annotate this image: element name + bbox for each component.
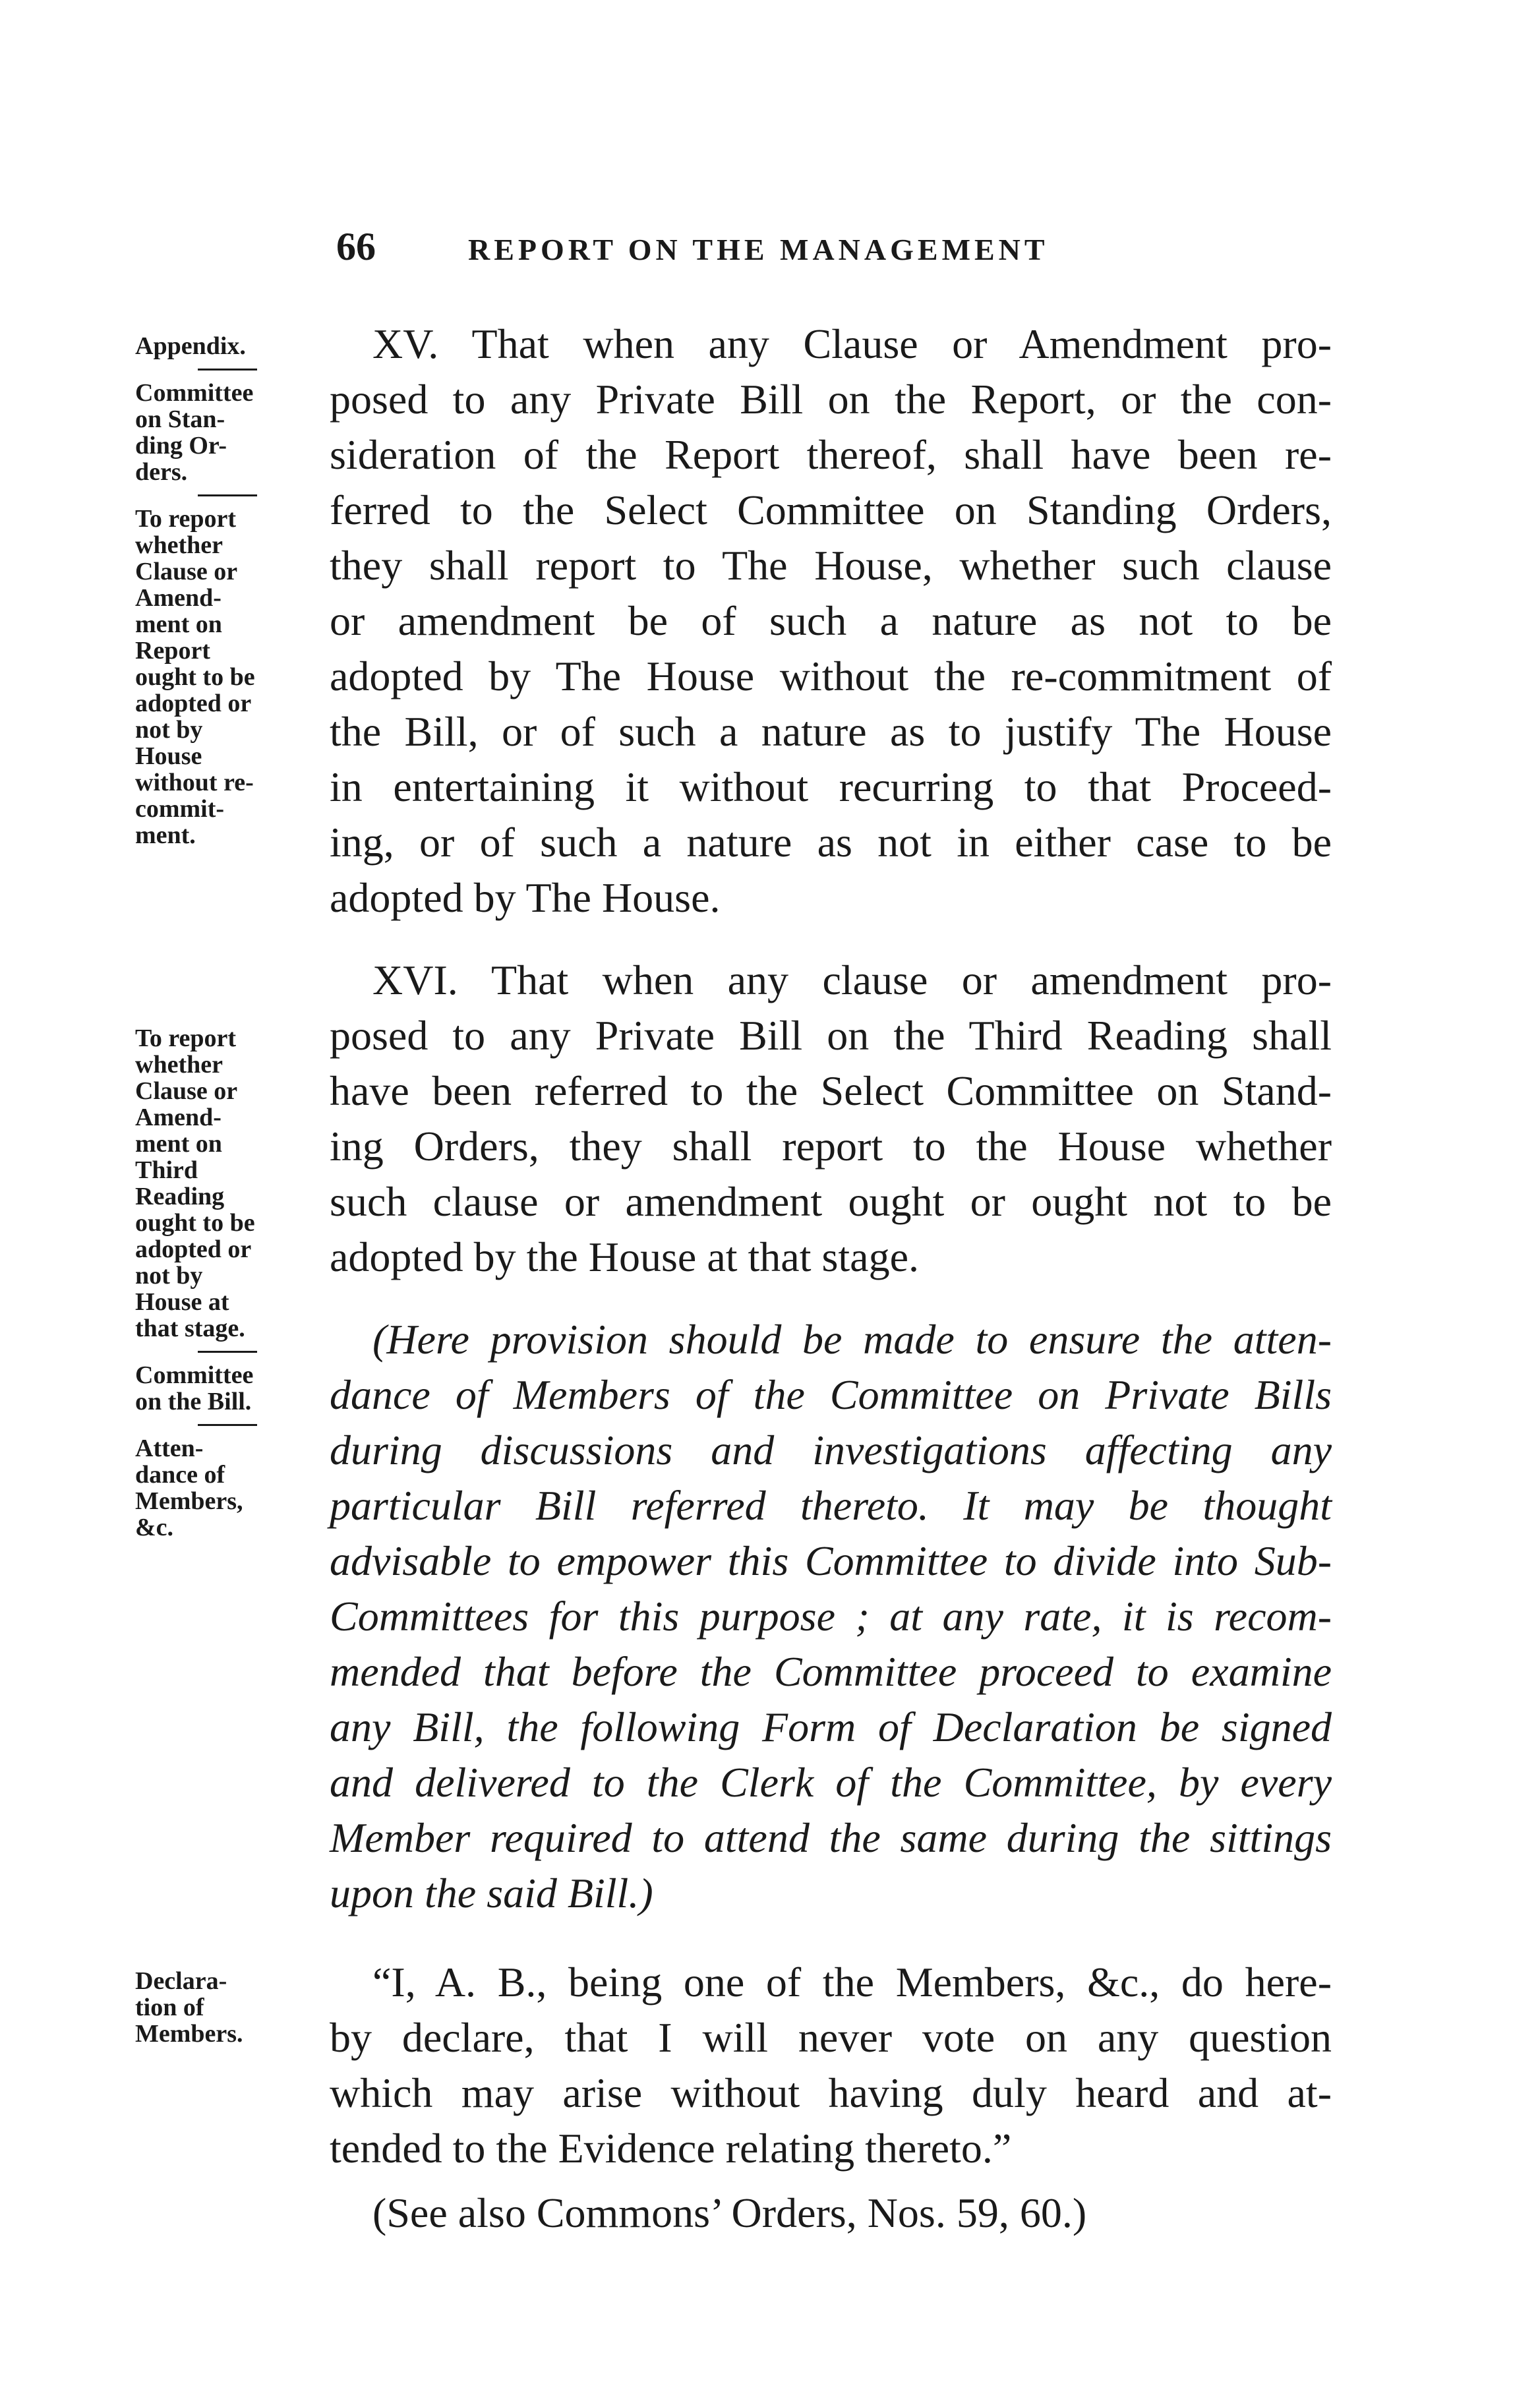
sidenote-line: &c. — [135, 1514, 174, 1541]
text-line: (See also Commons’ Orders, Nos. 59, 60.) — [372, 2189, 1087, 2236]
sidenote-divider — [198, 1424, 257, 1426]
text-line: such clause or amendment ought or ought not to be — [330, 1178, 1332, 1225]
text-line: sideration of the Report thereof, shall have been re- — [330, 431, 1332, 478]
sidenote-line: Committee — [135, 1361, 254, 1389]
sidenote-line: Reading — [135, 1183, 225, 1210]
text-line: mended that before the Committee proceed to examine — [330, 1648, 1332, 1695]
text-line: ing, or of such a nature as not in either case to be — [330, 819, 1332, 866]
sidenote-line: Members, — [135, 1487, 243, 1515]
sidenote-divider — [198, 494, 257, 496]
text-line: Committees for this purpose ; at any rate, it is recom- — [330, 1593, 1332, 1640]
sidenote-line: ought to be — [135, 1209, 255, 1237]
sidenote-line: Third — [135, 1156, 198, 1184]
text-line: and delivered to the Clerk of the Committee, by every — [330, 1759, 1332, 1806]
text-line: they shall report to The House, whether such clause — [330, 542, 1332, 589]
text-line: XV. That when any Clause or Amendment pro- — [372, 320, 1332, 367]
text-line: Member required to attend the same during the sittings — [330, 1814, 1332, 1861]
text-line: posed to any Private Bill on the Third Reading shall — [330, 1012, 1332, 1059]
text-line: upon the said Bill.) — [330, 1870, 653, 1916]
sidenote-line: Appendix. — [135, 332, 246, 360]
sidenote-line: not by — [135, 716, 203, 744]
text-line: in entertaining it without recurring to that Proceed- — [330, 763, 1332, 810]
sidenote-line: commit- — [135, 795, 225, 823]
sidenote-line: Amend- — [135, 1104, 222, 1131]
sidenote-line: Amend- — [135, 584, 222, 612]
page-number: 66 — [336, 225, 376, 268]
sidenote-line: House at — [135, 1288, 229, 1316]
sidenote-line: ment on — [135, 1130, 222, 1158]
sidenote-divider — [198, 369, 257, 371]
text-line: adopted by The House without the re-commitment of — [330, 653, 1332, 699]
sidenote-line: To report — [135, 505, 237, 533]
sidenote-to-report-third-reading — [135, 1025, 333, 1541]
text-line: during discussions and investigations affecting any — [330, 1427, 1332, 1473]
text-line: posed to any Private Bill on the Report, or the con- — [330, 376, 1332, 423]
sidenote-line: ders. — [135, 458, 188, 486]
declaration-paragraph — [330, 1955, 1332, 2176]
sidenote-line: ding Or- — [135, 432, 227, 460]
sidenote-line: Members. — [135, 2020, 243, 2048]
sidenote-line: ought to be — [135, 663, 255, 691]
sidenote-line: Clause or — [135, 558, 238, 585]
sidenote-line: whether — [135, 531, 223, 559]
text-line: XVI. That when any clause or amendment pro- — [372, 957, 1332, 1003]
sidenote-line: whether — [135, 1051, 223, 1079]
sidenote-line: Clause or — [135, 1077, 238, 1105]
text-line: particular Bill referred thereto. It may be thought — [330, 1482, 1332, 1529]
running-title: REPORT ON THE MANAGEMENT — [468, 233, 1049, 266]
sidenote-line: without re- — [135, 769, 254, 796]
sidenote-line: that stage. — [135, 1315, 245, 1342]
sidenote-line: Report — [135, 637, 210, 665]
text-line: or amendment be of such a nature as not to be — [330, 597, 1332, 644]
see-also-reference — [330, 2185, 1332, 2241]
text-line: (Here provision should be made to ensure the atten- — [372, 1316, 1332, 1363]
text-line: advisable to empower this Committee to divide into Sub- — [330, 1537, 1332, 1584]
paragraph-xvi — [330, 953, 1332, 1285]
text-line: adopted by the House at that stage. — [330, 1233, 919, 1280]
sidenote-line: dance of — [135, 1461, 225, 1489]
text-line: “I, A. B., being one of the Members, &c., do here- — [372, 1959, 1332, 2005]
sidenote-line: adopted or — [135, 1235, 252, 1263]
sidenote-line: House — [135, 742, 202, 770]
paragraph-xv — [330, 316, 1332, 926]
text-line: have been referred to the Select Committee on Stand- — [330, 1067, 1332, 1114]
text-line: any Bill, the following Form of Declaration be signed — [330, 1704, 1332, 1750]
sidenote-line: Committee — [135, 379, 254, 407]
sidenote-appendix — [135, 333, 333, 848]
sidenote-line: Atten- — [135, 1435, 204, 1462]
text-line: dance of Members of the Committee on Private Bills — [330, 1371, 1332, 1418]
sidenote-line: ment on — [135, 610, 222, 638]
sidenote-line: Declara- — [135, 1967, 227, 1995]
text-line: ing Orders, they shall report to the House whether — [330, 1123, 1332, 1170]
text-line: by declare, that I will never vote on any question — [330, 2014, 1332, 2061]
text-line: ferred to the Select Committee on Standing Orders, — [330, 487, 1332, 533]
sidenote-line: on Stan- — [135, 405, 225, 433]
text-line: the Bill, or of such a nature as to justify The House — [330, 708, 1332, 755]
text-line: which may arise without having duly heard and at- — [330, 2069, 1332, 2116]
sidenote-line: on the Bill. — [135, 1388, 252, 1415]
running-header — [336, 224, 1332, 283]
sidenote-divider — [198, 1351, 257, 1353]
sidenote-line: ment. — [135, 821, 196, 849]
sidenote-declaration — [135, 1968, 333, 2047]
sidenote-line: To report — [135, 1024, 237, 1052]
sidenote-line: tion of — [135, 1994, 204, 2021]
text-line: tended to the Evidence relating thereto.” — [330, 2125, 1012, 2172]
sidenote-line: adopted or — [135, 690, 252, 717]
text-line: adopted by The House. — [330, 874, 721, 921]
editorial-note — [330, 1312, 1332, 1921]
sidenote-line: not by — [135, 1262, 203, 1290]
